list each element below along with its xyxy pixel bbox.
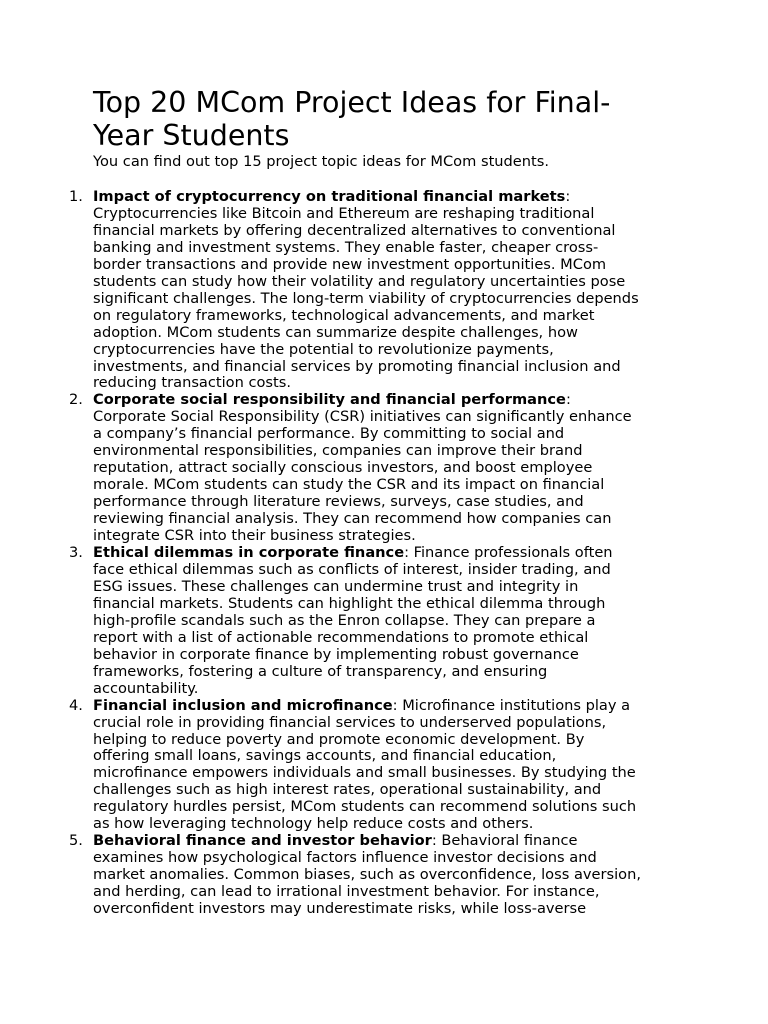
list-item-body-line: a company’s financial performance. By committing to social and	[93, 425, 565, 443]
list-item-heading: Financial inclusion and microfinance	[93, 696, 393, 714]
list-item-number: 4.	[69, 696, 83, 714]
list-item-body-line: environmental responsibilities, companies can improve their brand	[93, 442, 583, 460]
title-line-1: Top 20 MCom Project Ideas for Final-	[93, 86, 611, 119]
list-item-first-line	[93, 698, 683, 715]
list-item-body-line: significant challenges. The long-term viability of cryptocurrencies depends	[93, 289, 639, 307]
list-item-body-line: ESG issues. These challenges can undermine trust and integrity in	[93, 577, 579, 595]
list-item-body-line: offering small loans, savings accounts, and financial education,	[93, 747, 557, 765]
list-item-heading: Ethical dilemmas in corporate finance	[93, 544, 405, 562]
list-item-body-line: examines how psychological factors influence investor decisions and	[93, 849, 597, 867]
list-item-heading-suffix: :	[565, 391, 571, 409]
list-item	[69, 391, 683, 545]
list-item-body-line: financial markets by offering decentralized alternatives to conventional	[93, 221, 616, 239]
list-item-body-line: integrate CSR into their business strategies.	[93, 527, 416, 545]
list-item-first-line	[93, 189, 683, 206]
list-item-first-line	[93, 833, 683, 850]
intro-text: You can find out top 15 project topic ideas for MCom students.	[93, 153, 549, 170]
list-item-body-line: behavior in corporate finance by implementing robust governance	[93, 645, 579, 663]
list-item-number: 5.	[69, 832, 83, 850]
list-item-first-line	[93, 545, 683, 562]
list-item-body-line: on regulatory frameworks, technological advancements, and market	[93, 306, 595, 324]
list-item-body-line: challenges such as high interest rates, operational sustainability, and	[93, 781, 602, 799]
list-item-number: 3.	[69, 544, 83, 562]
page-title	[93, 86, 693, 152]
project-ideas-list	[69, 188, 683, 918]
list-item-heading: Impact of cryptocurrency on traditional financial markets	[93, 188, 566, 205]
list-item-body-line: as how leveraging technology help reduce costs and others.	[93, 815, 534, 833]
list-item-body-line: reputation, attract socially conscious investors, and boost employee	[93, 459, 593, 477]
list-item-body-line: investments, and financial services by promoting financial inclusion and	[93, 357, 621, 375]
list-item-body-line: and herding, can lead to irrational investment behavior. For instance,	[93, 883, 600, 901]
list-item-body-line: frameworks, fostering a culture of transparency, and ensuring	[93, 662, 548, 680]
list-item-heading-suffix: : Behavioral finance	[431, 832, 578, 850]
list-item-body-line: report with a list of actionable recommendations to promote ethical	[93, 628, 589, 646]
title-line-2: Year Students	[93, 119, 290, 152]
list-item-body-line: helping to reduce poverty and promote economic development. By	[93, 730, 585, 748]
list-item-first-line	[93, 392, 683, 409]
list-item-body-line: market anomalies. Common biases, such as overconfidence, loss aversion,	[93, 866, 641, 884]
list-item-number: 2.	[69, 391, 83, 409]
list-item-number: 1.	[69, 188, 83, 205]
list-item	[69, 696, 683, 834]
list-item-body-line: banking and investment systems. They enable faster, cheaper cross-	[93, 238, 599, 256]
list-item-body-line: performance through literature reviews, surveys, case studies, and	[93, 493, 584, 511]
list-item-body-line: reviewing financial analysis. They can recommend how companies can	[93, 510, 612, 528]
list-item	[69, 544, 683, 698]
list-item-body-line: accountability.	[93, 679, 199, 697]
list-item-body-line: regulatory hurdles persist, MCom students can recommend solutions such	[93, 798, 637, 816]
list-item-heading-suffix: :	[565, 188, 571, 205]
list-item-body-line: face ethical dilemmas such as conflicts of interest, insider trading, and	[93, 560, 611, 578]
list-item-body-line: morale. MCom students can study the CSR and its impact on financial	[93, 476, 605, 494]
list-item-body-line: border transactions and provide new investment opportunities. MCom	[93, 255, 607, 273]
list-item	[69, 832, 683, 918]
list-item-body-line: Cryptocurrencies like Bitcoin and Ethereum are reshaping traditional	[93, 204, 595, 222]
list-item-heading: Behavioral finance and investor behavior	[93, 832, 432, 850]
list-item-heading-suffix: : Finance professionals often	[404, 544, 613, 562]
list-item-body-line: crucial role in providing financial services to underserved populations,	[93, 713, 607, 731]
list-item-heading-suffix: : Microfinance institutions play a	[392, 696, 631, 714]
list-item-body-line: reducing transaction costs.	[93, 374, 291, 392]
list-item-body-line: microfinance empowers individuals and small businesses. By studying the	[93, 764, 636, 782]
list-item-body-line: adoption. MCom students can summarize despite challenges, how	[93, 323, 578, 341]
list-item-body-line: cryptocurrencies have the potential to revolutionize payments,	[93, 340, 554, 358]
list-item-body-line: students can study how their volatility and regulatory uncertainties pose	[93, 272, 626, 290]
list-item-body-line: Corporate Social Responsibility (CSR) initiatives can significantly enhance	[93, 408, 632, 426]
list-item-body-line: overconfident investors may underestimate risks, while loss-averse	[93, 900, 587, 918]
list-item-body-line: high-profile scandals such as the Enron collapse. They can prepare a	[93, 611, 596, 629]
list-item	[69, 188, 683, 392]
list-item-body-line: financial markets. Students can highlight the ethical dilemma through	[93, 594, 606, 612]
list-item-heading: Corporate social responsibility and financial performance	[93, 391, 566, 409]
